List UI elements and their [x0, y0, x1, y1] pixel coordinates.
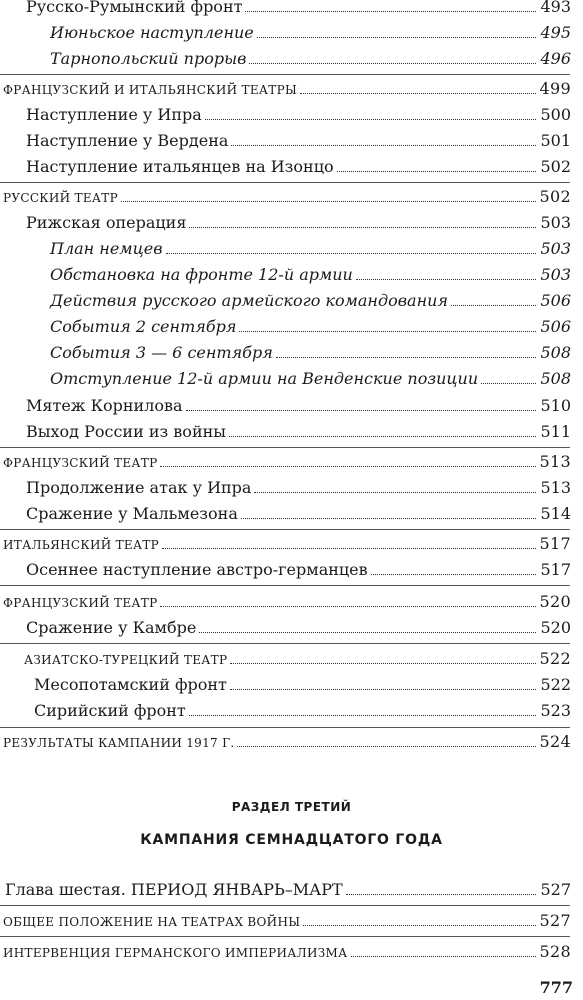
- toc-entry-title: События 3 — 6 сентября: [50, 343, 273, 362]
- dot-leader: [237, 745, 535, 747]
- dot-leader: [303, 924, 535, 926]
- dot-leader: [245, 10, 536, 12]
- toc-entry-title: Осеннее наступление австро-германцев: [26, 560, 368, 579]
- section-divider: [0, 643, 570, 644]
- toc-heading-page: 524: [539, 732, 571, 751]
- dot-leader: [257, 36, 537, 38]
- toc-entry-page: 503: [540, 239, 571, 258]
- dot-leader: [241, 517, 537, 519]
- toc-heading: [3, 911, 571, 932]
- toc-entry-page: 503: [540, 213, 571, 232]
- section-divider: [0, 529, 570, 530]
- toc-entry-title: Сирийский фронт: [34, 701, 186, 720]
- toc-entry-title: Тарнопольский прорыв: [50, 49, 247, 68]
- toc-entry: [50, 239, 571, 259]
- toc-entry-title: Мятеж Корнилова: [26, 396, 183, 415]
- toc-entry-title: Обстановка на фронте 12-й армии: [50, 265, 353, 284]
- dot-leader: [186, 409, 537, 411]
- toc-entry-page: 506: [540, 291, 571, 310]
- toc-entry-page: 523: [540, 701, 571, 720]
- toc-entry-title: Сражение у Камбре: [26, 618, 197, 637]
- dot-leader: [337, 170, 537, 172]
- toc-entry: [26, 213, 571, 233]
- toc-entry-page: 493: [540, 0, 571, 16]
- toc-entry: [26, 157, 571, 177]
- toc-heading-title: ФРАНЦУЗСКИЙ ТЕАТР: [3, 456, 158, 470]
- toc-heading-page: 513: [539, 452, 571, 471]
- dot-leader: [239, 330, 536, 332]
- toc-entry-page: 501: [540, 131, 571, 150]
- toc-entry-title: События 2 сентября: [50, 317, 237, 336]
- toc-heading: [3, 732, 571, 753]
- toc-entry-title: Действия русского армейского командования: [50, 291, 449, 310]
- toc-entry: [50, 317, 571, 337]
- toc-entry-page: 502: [540, 157, 571, 176]
- toc-heading-title: РУССКИЙ ТЕАТР: [3, 191, 118, 205]
- toc-heading-page: 527: [539, 911, 571, 930]
- toc-entry-title: Выход России из войны: [26, 422, 226, 441]
- toc-entry-page: 513: [540, 478, 571, 497]
- toc-heading-page: 502: [539, 187, 571, 206]
- toc-entry-page: 506: [540, 317, 571, 336]
- toc-entry-page: 496: [540, 49, 571, 68]
- toc-entry-title: Наступление у Вердена: [26, 131, 229, 150]
- dot-leader: [351, 955, 536, 957]
- dot-leader: [231, 144, 536, 146]
- toc-entry-title: Июньское наступление: [50, 23, 254, 42]
- toc-heading-page: 517: [539, 534, 571, 553]
- toc-entry: [26, 478, 571, 498]
- page-number: 777: [539, 978, 573, 997]
- toc-entry-title: Отступление 12-й армии на Венденские позиции: [50, 369, 479, 388]
- toc-heading-title: РЕЗУЛЬТАТЫ КАМПАНИИ 1917 Г.: [3, 736, 235, 750]
- dot-leader: [254, 491, 536, 493]
- toc-heading: [24, 649, 571, 670]
- dot-leader: [199, 631, 536, 633]
- toc-entry-page: 508: [540, 343, 571, 362]
- dot-leader: [162, 547, 535, 549]
- toc-heading-page: 522: [539, 649, 571, 668]
- toc-heading-title: ИТАЛЬЯНСКИЙ ТЕАТР: [3, 538, 160, 552]
- dot-leader: [249, 62, 536, 64]
- toc-entry-page: 517: [540, 560, 571, 579]
- toc-entry: [50, 265, 571, 285]
- toc-entry-title: Месопотамский фронт: [34, 675, 227, 694]
- toc-entry: [34, 675, 571, 695]
- dot-leader: [481, 382, 536, 384]
- dot-leader: [346, 893, 537, 895]
- toc-heading-page: 520: [539, 592, 571, 611]
- dot-leader: [276, 356, 537, 358]
- section-divider: [0, 727, 570, 728]
- toc-heading: [3, 592, 571, 613]
- section-divider: [0, 936, 570, 937]
- toc-heading-title: ФРАНЦУЗСКИЙ И ИТАЛЬЯНСКИЙ ТЕАТРЫ: [3, 83, 298, 97]
- toc-entry-page: 522: [540, 675, 571, 694]
- toc-entry: [26, 422, 571, 442]
- section-divider: [0, 74, 570, 75]
- toc-entry-page: 514: [540, 504, 571, 523]
- toc-entry-page: 495: [540, 23, 571, 42]
- toc-heading-title: ОБЩЕЕ ПОЛОЖЕНИЕ НА ТЕАТРАХ ВОЙНЫ: [3, 915, 301, 929]
- toc-entry-page: 527: [540, 880, 571, 899]
- toc-heading-title: АЗИАТСКО-ТУРЕЦКИЙ ТЕАТР: [24, 653, 228, 667]
- toc-heading-page: 499: [539, 79, 571, 98]
- toc-entry-title: План немцев: [50, 239, 163, 258]
- toc-entry: [26, 396, 571, 416]
- dot-leader: [356, 278, 537, 280]
- dot-leader: [205, 118, 537, 120]
- toc-entry: [26, 0, 571, 17]
- dot-leader: [121, 200, 536, 202]
- dot-leader: [451, 304, 536, 306]
- toc-chapter-entry: [5, 880, 571, 900]
- toc-entry: [26, 131, 571, 151]
- dot-leader: [230, 662, 535, 664]
- toc-entry: [26, 618, 571, 638]
- toc-entry-title: Русско-Румынский фронт: [26, 0, 243, 16]
- section-divider: [0, 585, 570, 586]
- toc-entry-title: Наступление итальянцев на Изонцо: [26, 157, 334, 176]
- toc-heading: [3, 534, 571, 555]
- dot-leader: [189, 226, 536, 228]
- toc-entry-page: 508: [540, 369, 571, 388]
- dot-leader: [300, 92, 535, 94]
- toc-entry-title: Глава шестая. ПЕРИОД ЯНВАРЬ–МАРТ: [5, 880, 343, 899]
- section-divider: [0, 182, 570, 183]
- toc-entry: [50, 291, 571, 311]
- toc-entry: [26, 105, 571, 125]
- dot-leader: [189, 714, 537, 716]
- dot-leader: [160, 605, 535, 607]
- dot-leader: [166, 252, 537, 254]
- toc-heading-title: ФРАНЦУЗСКИЙ ТЕАТР: [3, 596, 158, 610]
- toc-entry: [50, 343, 571, 363]
- toc-entry-page: 510: [540, 396, 571, 415]
- toc-entry-title: Рижская операция: [26, 213, 187, 232]
- toc-entry-page: 511: [540, 422, 571, 441]
- toc-heading-title: ИНТЕРВЕНЦИЯ ГЕРМАНСКОГО ИМПЕРИАЛИЗМА: [3, 946, 348, 960]
- toc-heading: [3, 452, 571, 473]
- toc-heading-page: 528: [539, 942, 571, 961]
- dot-leader: [160, 465, 535, 467]
- toc-entry: [26, 504, 571, 524]
- toc-entry: [34, 701, 571, 721]
- toc-entry-title: Продолжение атак у Ипра: [26, 478, 252, 497]
- toc-heading: [3, 187, 571, 208]
- dot-leader: [229, 435, 536, 437]
- toc-entry: [50, 23, 571, 43]
- section-divider: [0, 447, 570, 448]
- toc-entry-page: 503: [540, 265, 571, 284]
- dot-leader: [371, 573, 537, 575]
- dot-leader: [230, 688, 537, 690]
- section-divider: [0, 905, 570, 906]
- toc-entry-title: Сражение у Мальмезона: [26, 504, 238, 523]
- toc-entry: [50, 369, 571, 389]
- toc-entry-page: 520: [540, 618, 571, 637]
- section-label: РАЗДЕЛ ТРЕТИЙ: [231, 800, 352, 814]
- toc-entry-page: 500: [540, 105, 571, 124]
- toc-heading: [3, 942, 571, 963]
- toc-heading: [3, 79, 571, 100]
- toc-entry-title: Наступление у Ипра: [26, 105, 202, 124]
- section-title: КАМПАНИЯ СЕМНАДЦАТОГО ГОДА: [140, 832, 443, 848]
- toc-entry: [26, 560, 571, 580]
- toc-entry: [50, 49, 571, 69]
